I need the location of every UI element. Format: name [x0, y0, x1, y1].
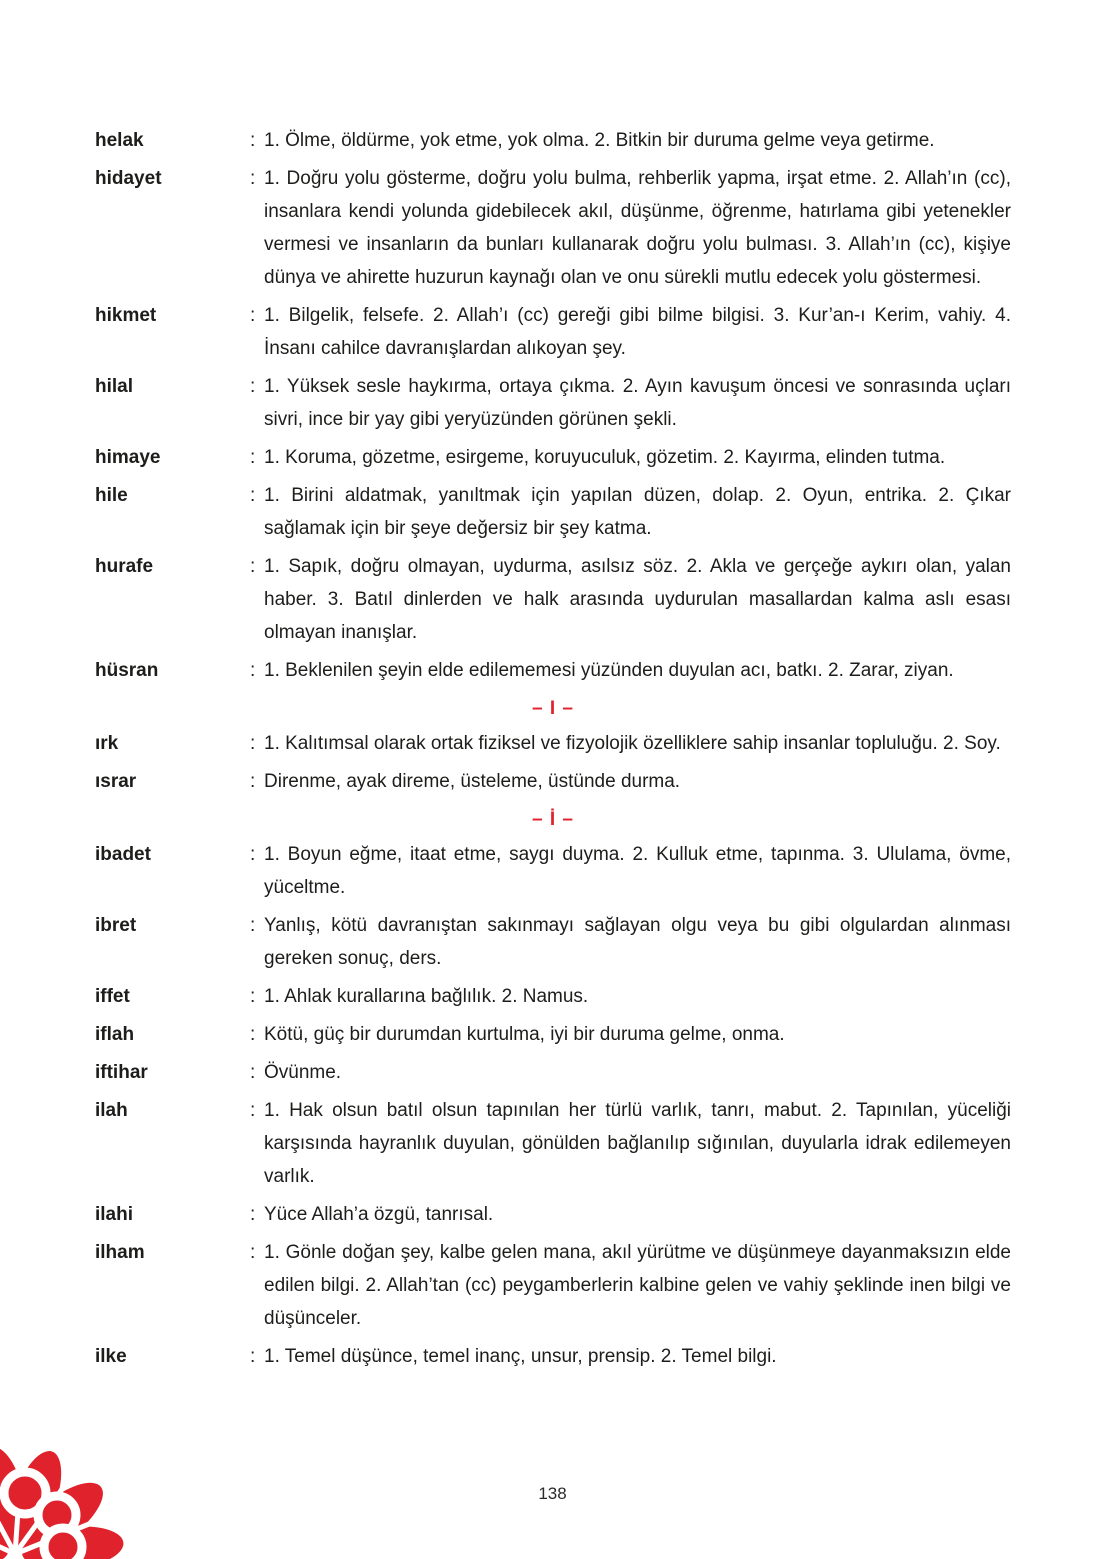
entry-term: iffet: [95, 986, 130, 1007]
entry-definition: 1. Sapık, doğru olmayan, uydurma, asılsız söz. 2. Akla ve gerçeğe aykırı olan, yalan haber. 3. Batıl dinlerden ve halk arasında uydurulan masallardan kalma aslı esası olmayan inanışlar.: [264, 556, 1011, 643]
entry-term: hüsran: [95, 660, 159, 681]
entry-separator: :: [250, 733, 256, 754]
glossary-entry: [95, 1198, 1011, 1231]
entry-term: hile: [95, 485, 128, 506]
glossary-entry: [95, 980, 1011, 1013]
entry-definition: Yanlış, kötü davranıştan sakınmayı sağlayan olgu veya bu gibi olgulardan alınması gereken sonuç, ders.: [264, 915, 1011, 969]
entry-definition: Direnme, ayak direme, üsteleme, üstünde durma.: [264, 771, 681, 792]
entry-term: helak: [95, 130, 144, 151]
entry-definition: Övünme.: [264, 1062, 342, 1083]
entry-definition: 1. Ölme, öldürme, yok etme, yok olma. 2. Bitkin bir duruma gelme veya getirme.: [264, 130, 935, 151]
entry-definition: 1. Boyun eğme, itaat etme, saygı duyma. 2. Kulluk etme, tapınma. 3. Ululama, övme, yüceltme.: [264, 844, 1011, 898]
glossary-entry: [95, 727, 1011, 760]
entry-separator: :: [250, 376, 256, 397]
entry-separator: :: [250, 447, 256, 468]
entry-definition: 1. Bilgelik, felsefe. 2. Allah’ı (cc) gereği gibi bilme bilgisi. 3. Kur’an-ı Kerim, vahiy. 4. İnsanı cahilce davranışlardan alıkoyan şey.: [264, 305, 1011, 359]
entry-definition: 1. Temel düşünce, temel inanç, unsur, prensip. 2. Temel bilgi.: [264, 1346, 777, 1367]
entry-separator: :: [250, 485, 256, 506]
entry-term: ibadet: [95, 844, 151, 865]
glossary-entry: [95, 838, 1011, 904]
glossary-entry: [95, 1236, 1011, 1335]
entry-term: ilahi: [95, 1204, 134, 1225]
glossary-section-heading: – İ –: [532, 809, 574, 830]
entry-definition: Kötü, güç bir durumdan kurtulma, iyi bir duruma gelme, onma.: [264, 1024, 785, 1045]
entry-term: ilham: [95, 1242, 145, 1263]
entry-term: ilke: [95, 1346, 127, 1367]
entry-separator: :: [250, 915, 256, 936]
entry-separator: :: [250, 660, 256, 681]
glossary-entry: [95, 1018, 1011, 1051]
glossary: [95, 124, 1011, 1378]
glossary-entry: [95, 1094, 1011, 1193]
entry-separator: :: [250, 130, 256, 151]
entry-separator: :: [250, 1062, 256, 1083]
entry-term: iftihar: [95, 1062, 148, 1083]
entry-term: ilah: [95, 1100, 128, 1121]
entry-separator: :: [250, 168, 256, 189]
entry-definition: 1. Doğru yolu gösterme, doğru yolu bulma, rehberlik yapma, irşat etme. 2. Allah’ın (cc), insanlara kendi yolunda gidebilecek akıl, düşünme, öğrenme, hatırlama gibi yetenekler vermesi ve insanların da bunları kullanarak doğru yolu bulması. 3. Allah’ın (cc), kişiye dünya ve ahirette huzurun kaynağı olan ve onu sürekli mutlu edecek yolu göstermesi.: [264, 168, 1011, 288]
glossary-entry: [95, 479, 1011, 545]
entry-separator: :: [250, 1204, 256, 1225]
entry-definition: 1. Beklenilen şeyin elde edilememesi yüzünden duyulan acı, batkı. 2. Zarar, ziyan.: [264, 660, 954, 681]
glossary-entry: [95, 1340, 1011, 1373]
glossary-entry: [95, 162, 1011, 294]
entry-definition: Yüce Allah’a özgü, tanrısal.: [264, 1204, 494, 1225]
entry-term: iflah: [95, 1024, 135, 1045]
glossary-entry: [95, 124, 1011, 157]
entry-definition: 1. Kalıtımsal olarak ortak fiziksel ve fizyolojik özelliklere sahip insanlar topluluğu. 2. Soy.: [264, 733, 1001, 754]
entry-separator: :: [250, 771, 256, 792]
entry-separator: :: [250, 1100, 256, 1121]
glossary-entry: [95, 1056, 1011, 1089]
flower-logo-icon: [0, 1419, 170, 1559]
entry-separator: :: [250, 986, 256, 1007]
entry-term: ibret: [95, 915, 137, 936]
glossary-entry: [95, 441, 1011, 474]
glossary-section-heading: – I –: [532, 698, 574, 719]
glossary-entry: [95, 299, 1011, 365]
entry-term: ısrar: [95, 771, 137, 792]
page-number: 138: [538, 1484, 567, 1503]
entry-term: hikmet: [95, 305, 157, 326]
entry-separator: :: [250, 844, 256, 865]
entry-term: hilal: [95, 376, 134, 397]
entry-definition: 1. Koruma, gözetme, esirgeme, koruyuculuk, gözetim. 2. Kayırma, elinden tutma.: [264, 447, 946, 468]
entry-separator: :: [250, 1024, 256, 1045]
entry-separator: :: [250, 1346, 256, 1367]
glossary-entry: [95, 765, 1011, 798]
entry-term: hidayet: [95, 168, 162, 189]
entry-separator: :: [250, 556, 256, 577]
glossary-entry: [95, 654, 1011, 687]
entry-definition: 1. Hak olsun batıl olsun tapınılan her türlü varlık, tanrı, mabut. 2. Tapınılan, yüceliği karşısında hayranlık duyulan, gönülden bağlanılıp sığınılan, duyularla idrak edilemeyen varlık.: [264, 1100, 1011, 1187]
entry-term: hurafe: [95, 556, 154, 577]
entry-definition: 1. Gönle doğan şey, kalbe gelen mana, akıl yürütme ve düşünmeye dayanmaksızın elde edilen bilgi. 2. Allah’tan (cc) peygamberlerin kalbine gelen ve vahiy şeklinde inen bilgi ve düşünceler.: [264, 1242, 1011, 1329]
glossary-entry: [95, 909, 1011, 975]
entry-term: himaye: [95, 447, 161, 468]
entry-definition: 1. Birini aldatmak, yanıltmak için yapılan düzen, dolap. 2. Oyun, entrika. 2. Çıkar sağlamak için bir şeye değersiz bir şey katma.: [264, 485, 1011, 539]
entry-definition: 1. Yüksek sesle haykırma, ortaya çıkma. 2. Ayın kavuşum öncesi ve sonrasında uçları sivri, ince bir yay gibi yeryüzünden görünen şekli.: [264, 376, 1011, 430]
entry-separator: :: [250, 305, 256, 326]
entry-term: ırk: [95, 733, 119, 754]
entry-definition: 1. Ahlak kurallarına bağlılık. 2. Namus.: [264, 986, 589, 1007]
glossary-entry: [95, 370, 1011, 436]
entry-separator: :: [250, 1242, 256, 1263]
glossary-entry: [95, 550, 1011, 649]
